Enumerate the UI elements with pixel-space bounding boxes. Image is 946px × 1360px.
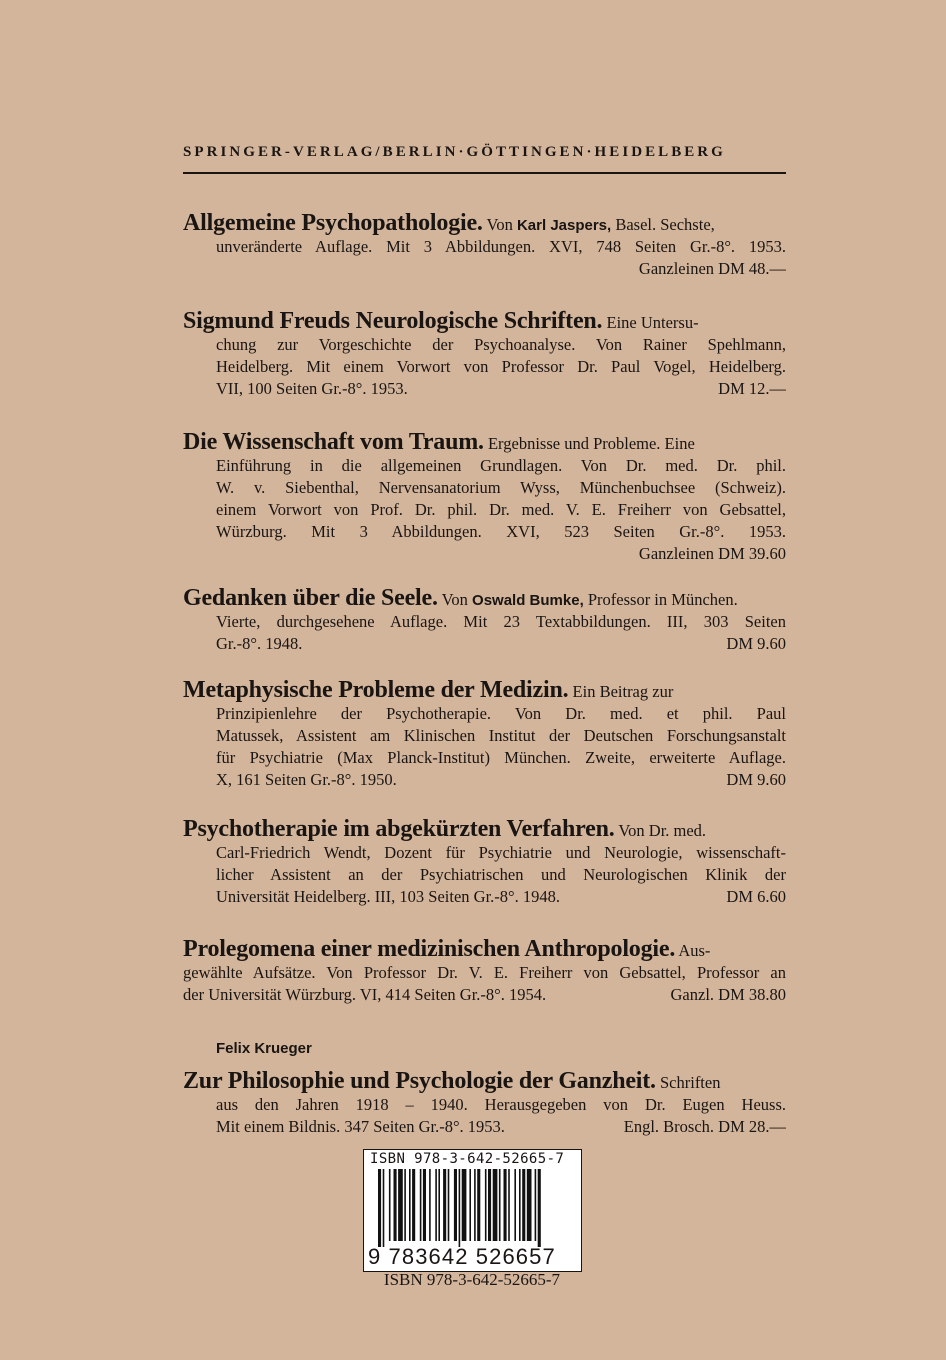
price: DM 9.60 [726,634,786,653]
barcode-bar [443,1169,446,1241]
entry-text: Einführung in die allgemeinen Grundlagen. Von Dr. med. Dr. phil. [216,456,786,475]
entry-text: Mit einem Bildnis. 347 Seiten Gr.-8°. 1953. [216,1117,505,1136]
book-title: Prolegomena einer medizinischen Anthropologie. [183,936,676,962]
entry-text: Eine Untersu- [602,313,699,332]
price: DM 9.60 [726,770,786,789]
header-rule [183,172,786,174]
price: Ganzleinen DM 39.60 [638,544,786,563]
book-entry [183,583,786,655]
entry-text: Von Dr. med. [614,821,707,840]
entry-text: Universität Heidelberg. III, 103 Seiten Gr.-8°. 1948. [216,887,561,906]
book-title: Zur Philosophie und Psychologie der Ganzheit. [183,1068,656,1094]
barcode-bar [514,1169,516,1241]
entry-text: Ergebnisse und Probleme. Eine [483,434,695,453]
barcode-bar [435,1169,437,1241]
book-title: Metaphysische Probleme der Medizin. [183,677,569,703]
book-entry [183,814,786,908]
book-entry [183,208,786,280]
barcode-bar [404,1169,406,1241]
publisher-header: SPRINGER-VERLAG/BERLIN·GÖTTINGEN·HEIDELBERG [183,144,726,160]
book-entry [183,1066,786,1138]
author-name: Karl Jaspers, [516,217,612,234]
barcode-bar [429,1169,431,1241]
barcode-bar [438,1169,440,1241]
barcode-bar [488,1169,491,1241]
barcode-bar [389,1169,391,1241]
entry-text: X, 161 Seiten Gr.-8°. 1950. [216,770,397,789]
barcode-bar [462,1169,467,1241]
barcode-bar [412,1169,415,1241]
book-entry [183,427,786,565]
entry-text: Vierte, durchgesehene Auflage. Mit 23 Textabbildungen. III, 303 Seiten [216,612,786,631]
book-title: Allgemeine Psychopathologie. [183,210,483,236]
entry-text: Matussek, Assistent am Klinischen Institut der Deutschen Forschungsanstalt [216,726,786,745]
book-title: Gedanken über die Seele. [183,585,438,611]
barcode-bar [459,1169,461,1247]
entry-text: unveränderte Auflage. Mit 3 Abbildungen. XVI, 748 Seiten Gr.-8°. 1953. [216,237,786,256]
barcode-bar [454,1169,457,1241]
price: Ganzl. DM 38.80 [670,985,786,1004]
entry-text: Carl-Friedrich Wendt, Dozent für Psychiatrie und Neurologie, wissenschaft- [216,843,786,862]
entry-text: Ein Beitrag zur [568,682,674,701]
barcode-bar [420,1169,422,1241]
entry-text: chung zur Vorgeschichte der Psychoanalyse. Von Rainer Spehlmann, [216,335,786,354]
barcode-bar [499,1169,501,1241]
barcode [363,1149,582,1272]
entry-text: einem Vorwort von Prof. Dr. phil. Dr. med. V. E. Freiherr von Gebsattel, [216,500,786,519]
book-entry [183,934,786,1006]
barcode-bar [409,1169,411,1241]
entry-text: aus den Jahren 1918 – 1940. Herausgegeben von Dr. Eugen Heuss. [216,1095,786,1114]
book-entry [183,306,786,400]
barcode-bar [398,1169,403,1241]
barcode-isbn-label: ISBN 978-3-642-52665-7 [370,1151,565,1167]
barcode-bar [448,1169,450,1241]
entry-text: Basel. Sechste, [611,215,715,234]
barcode-bar [383,1169,385,1247]
book-entry [183,675,786,791]
barcode-bar [527,1169,532,1241]
barcode-bar [469,1169,471,1241]
price: DM 6.60 [726,887,786,906]
price: DM 12.— [718,379,786,398]
price: Ganzleinen DM 48.— [638,259,786,278]
entry-text: Heidelberg. Mit einem Vorwort von Professor Dr. Paul Vogel, Heidelberg. [216,357,786,376]
entry-text: Von [482,215,517,234]
entry-text: VII, 100 Seiten Gr.-8°. 1953. [216,379,408,398]
barcode-bar [474,1169,476,1241]
entry-text: Prinzipienlehre der Psychotherapie. Von Dr. med. et phil. Paul [216,704,786,723]
entry-text: Von [437,590,473,609]
author-name: Oswald Bumke, [472,592,584,609]
barcode-bar [477,1169,480,1241]
isbn-text: ISBN 978-3-642-52665-7 [383,1270,561,1289]
barcode-bar [378,1169,381,1247]
entry-text: licher Assistent an der Psychiatrischen und Neurologischen Klinik der [216,865,786,884]
entry-text: der Universität Würzburg. VI, 414 Seiten Gr.-8°. 1954. [183,985,547,1004]
entry-text: W. v. Siebenthal, Nervensanatorium Wyss, Münchenbuchsee (Schweiz). [216,478,786,497]
book-title: Psychotherapie im abgekürzten Verfahren. [183,816,615,842]
entry-text: Aus- [675,941,711,960]
barcode-bar [504,1169,507,1241]
barcode-bar [508,1169,510,1241]
barcode-bar [423,1169,426,1241]
barcode-digits: 9 783642 526657 [368,1244,556,1269]
entry-text: gewählte Aufsätze. Von Professor Dr. V. E. Freiherr von Gebsattel, Professor an [183,963,786,982]
entry-text: Professor in München. [583,590,738,609]
entry-text: für Psychiatrie (Max Planck-Institut) München. Zweite, erweiterte Auflage. [216,748,786,767]
book-title: Sigmund Freuds Neurologische Schriften. [183,308,603,334]
barcode-bar [522,1169,525,1241]
barcode-bar [485,1169,487,1241]
barcode-bar [535,1169,537,1241]
price: Engl. Brosch. DM 28.— [623,1117,786,1136]
barcode-bar [394,1169,397,1241]
barcode-bars-icon [364,1167,581,1247]
entry-text: Schriften [655,1073,721,1092]
barcode-bar [493,1169,498,1241]
entry-text: Würzburg. Mit 3 Abbildungen. XVI, 523 Seiten Gr.-8°. 1953. [216,522,786,541]
book-title: Die Wissenschaft vom Traum. [183,429,484,455]
barcode-bar [519,1169,521,1241]
entry-text: Gr.-8°. 1948. [216,634,303,653]
barcode-bar [538,1169,541,1247]
author-heading: Felix Krueger [216,1040,312,1057]
